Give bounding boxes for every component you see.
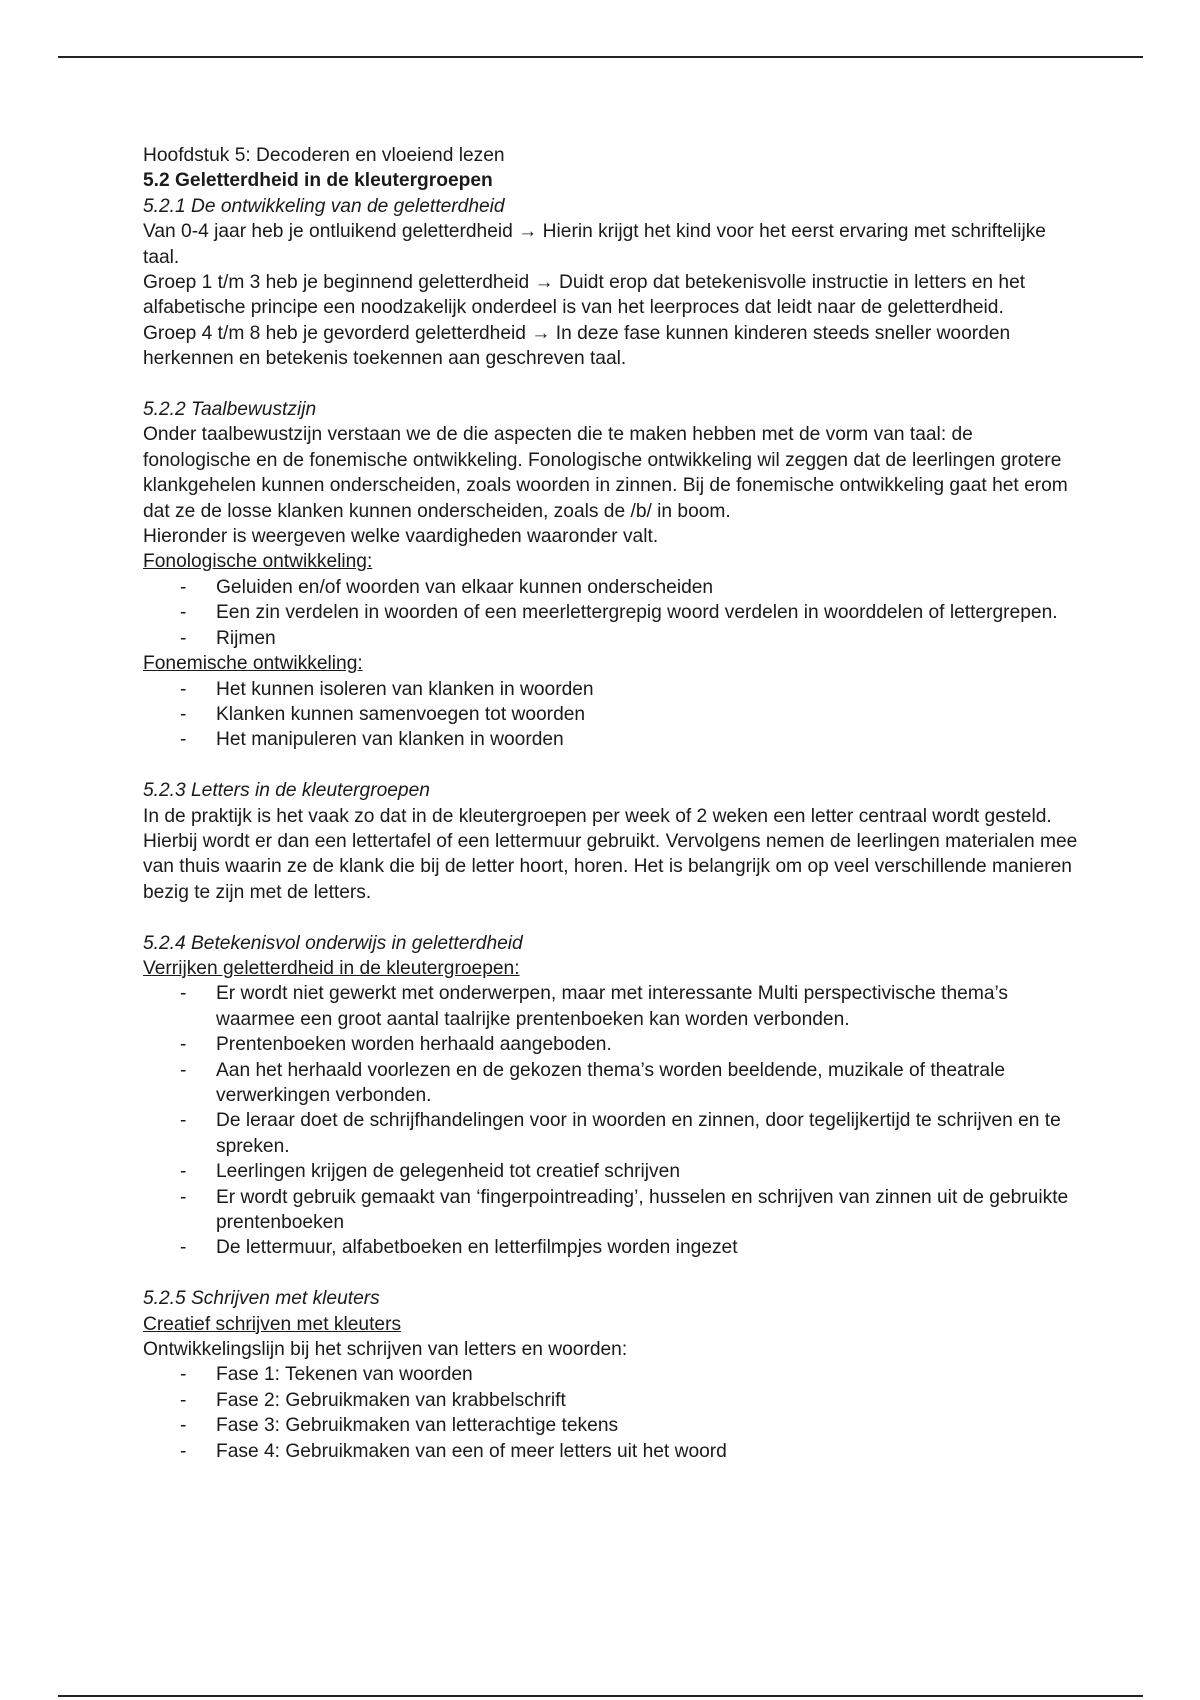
list-item: - Aan het herhaald voorlezen en de gekozen thema’s worden beeldende, muzikale of theatrale verwerkingen verbonden.	[143, 1058, 1083, 1109]
list-label-creatief: Creatief schrijven met kleuters	[143, 1313, 402, 1335]
list-item: - Leerlingen krijgen de gelegenheid tot creatief schrijven	[143, 1159, 1083, 1184]
list-item: - Het kunnen isoleren van klanken in woorden	[143, 677, 1083, 702]
list-item: - Het manipuleren van klanken in woorden	[143, 727, 1083, 752]
chapter-title: Hoofdstuk 5: Decoderen en vloeiend lezen	[143, 145, 505, 166]
section-title: 5.2 Geletterdheid in de kleutergroepen	[143, 170, 493, 192]
document-body	[143, 143, 1083, 1464]
footer-rule	[58, 1695, 1143, 1697]
list-item: - Prentenboeken worden herhaald aangeboden.	[143, 1032, 1083, 1057]
list-item: - Geluiden en/of woorden van elkaar kunnen onderscheiden	[143, 575, 1083, 600]
list-item: - De leraar doet de schrijfhandelingen voor in woorden en zinnen, door tegelijkertijd te schrijven en te spreken.	[143, 1108, 1083, 1159]
list-item: - De lettermuur, alfabetboeken en letterfilmpjes worden ingezet	[143, 1235, 1083, 1260]
fasen-list	[143, 1362, 1083, 1464]
subsection-heading-525: 5.2.5 Schrijven met kleuters	[143, 1288, 380, 1310]
subsection-heading-522: 5.2.2 Taalbewustzijn	[143, 399, 317, 421]
paragraph: Groep 4 t/m 8 heb je gevorderd geletterdheid → In deze fase kunnen kinderen steeds sneller woorden herkennen en betekenis toekennen aan geschreven taal.	[143, 322, 1011, 370]
subsection-heading-521: 5.2.1 De ontwikkeling van de geletterdheid	[143, 195, 505, 217]
list-item: - Fase 1: Tekenen van woorden	[143, 1362, 1083, 1387]
list-item: - Klanken kunnen samenvoegen tot woorden	[143, 702, 1083, 727]
subsection-heading-523: 5.2.3 Letters in de kleutergroepen	[143, 780, 430, 802]
list-item: - Een zin verdelen in woorden of een meerlettergrepig woord verdelen in woorddelen of lettergrepen.	[143, 600, 1083, 625]
header-rule	[58, 56, 1143, 58]
paragraph: Ontwikkelingslijn bij het schrijven van letters en woorden:	[143, 1339, 628, 1361]
list-label-verrijken: Verrijken geletterdheid in de kleutergroepen:	[143, 957, 520, 979]
list-label-fonemisch: Fonemische ontwikkeling:	[143, 653, 363, 675]
paragraph: In de praktijk is het vaak zo dat in de kleutergroepen per week of 2 weken een letter centraal wordt gesteld. Hierbij wordt er dan een lettertafel of een lettermuur gebruikt. Vervolgens nemen de leerlingen materialen mee van thuis waarin ze de klank die bij de letter hoort, horen. Het is belangrijk om op veel verschillende manieren bezig te zijn met de letters.	[143, 805, 1078, 903]
list-item: - Fase 4: Gebruikmaken van een of meer letters uit het woord	[143, 1439, 1083, 1464]
paragraph: Groep 1 t/m 3 heb je beginnend geletterdheid → Duidt erop dat betekenisvolle instructie in letters en het alfabetische principe een noodzakelijk onderdeel is van het leerproces dat leidt naar de geletterdheid.	[143, 272, 1026, 319]
verrijken-list	[143, 981, 1083, 1260]
fonologisch-list	[143, 575, 1083, 651]
list-label-fonologisch: Fonologische ontwikkeling:	[143, 551, 373, 573]
paragraph: Van 0-4 jaar heb je ontluikend geletterdheid → Hierin krijgt het kind voor het eerst ervaring met schriftelijke taal.	[143, 221, 1046, 268]
list-item: - Er wordt niet gewerkt met onderwerpen, maar met interessante Multi perspectivische thema’s waarmee een groot aantal taalrijke prentenboeken kan worden verbonden.	[143, 981, 1083, 1032]
list-item: - Rijmen	[143, 626, 1083, 651]
paragraph: Hieronder is weergeven welke vaardigheden waaronder valt.	[143, 526, 659, 548]
subsection-heading-524: 5.2.4 Betekenisvol onderwijs in geletterdheid	[143, 932, 523, 954]
list-item: - Fase 2: Gebruikmaken van krabbelschrift	[143, 1388, 1083, 1413]
fonemisch-list	[143, 677, 1083, 753]
list-item: - Er wordt gebruik gemaakt van ‘fingerpointreading’, husselen en schrijven van zinnen uit de gebruikte prentenboeken	[143, 1185, 1083, 1236]
list-item: - Fase 3: Gebruikmaken van letterachtige tekens	[143, 1413, 1083, 1438]
paragraph: Onder taalbewustzijn verstaan we de die aspecten die te maken hebben met de vorm van taal: de fonologische en de fonemische ontwikkeling. Fonologische ontwikkeling wil zeggen dat de leerlingen grotere klankgehelen kunnen onderscheiden, zoals woorden in zinnen. Bij de fonemische ontwikkeling gaat het erom dat ze de losse klanken kunnen onderscheiden, zoals de /b/ in boom.	[143, 424, 1068, 522]
